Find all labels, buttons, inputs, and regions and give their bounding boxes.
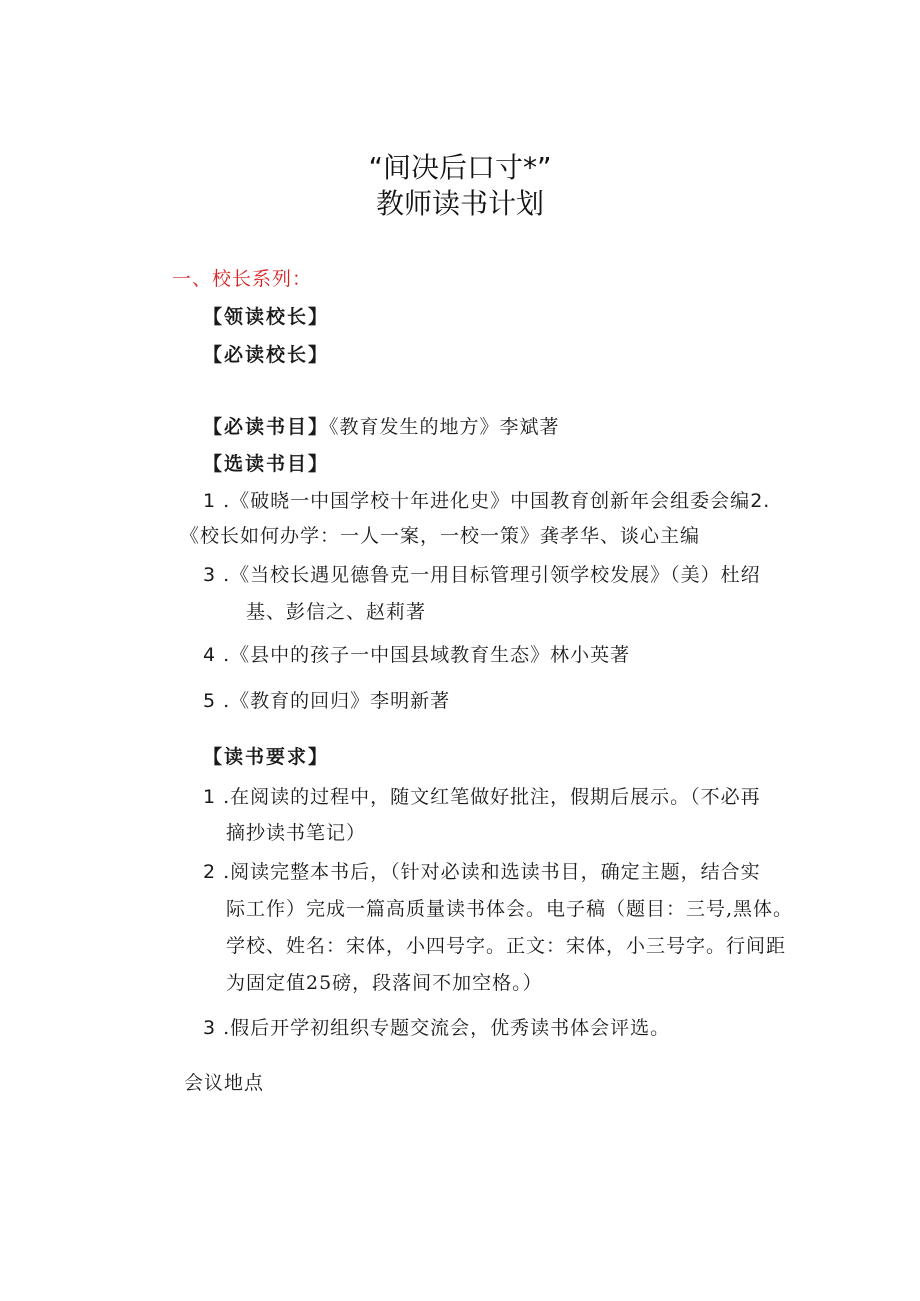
- requirement-3: [203, 1013, 670, 1040]
- book-title: .《当校长遇见德鲁克一用目标管理引领学校发展》（美）杜绍: [223, 564, 761, 586]
- list-number: 2: [203, 861, 217, 883]
- requirement-text: .阅读完整本书后，（针对必读和选读书目，确定主题，结合实: [223, 861, 761, 883]
- requirement-2-cont-1: 际工作）完成一篇高质量读书体会。电子稿（题目：三号,黑体。: [226, 898, 794, 920]
- list-number: 2.: [750, 490, 771, 512]
- requirement-2-cont-3: 为固定值25磅，段落间不加空格。）: [226, 972, 543, 994]
- requirement-1-cont: 摘抄读书笔记）: [226, 822, 367, 844]
- meeting-location: 会议地点: [184, 1072, 265, 1094]
- requirement-text: .假后开学初组织专题交流会，优秀读书体会评选。: [223, 1017, 671, 1039]
- lead-principal-label: 【领读校长】: [203, 306, 330, 328]
- book-title: .《破晓一中国学校十年进化史》中国教育创新年会组委会编: [223, 490, 751, 512]
- requirement-1: [203, 782, 761, 809]
- optional-book-1: [203, 486, 770, 513]
- list-number: 5: [203, 690, 217, 712]
- requirements-label: 【读书要求】: [203, 746, 330, 768]
- required-principal-label: 【必读校长】: [203, 344, 330, 366]
- book-title: 《校长如何办学：一人一案，一校一策》龚孝华、谈心主编: [180, 525, 701, 547]
- optional-books-label: 【选读书目】: [203, 453, 330, 475]
- page-title-line1: “间决后口寸*”: [368, 151, 552, 184]
- list-number: 3: [203, 1017, 217, 1039]
- required-books-label: 【必读书目】: [203, 416, 330, 438]
- page-title-line2: 教师读书计划: [375, 187, 544, 220]
- list-number: 1: [203, 786, 217, 808]
- optional-book-2: [180, 521, 700, 548]
- list-number: 4: [203, 644, 217, 666]
- requirement-text: .在阅读的过程中，随文红笔做好批注，假期后展示。（不必再: [223, 786, 761, 808]
- list-number: 3: [203, 564, 217, 586]
- book-title: .《县中的孩子一中国县域教育生态》林小英著: [223, 644, 631, 666]
- optional-book-5: [203, 686, 450, 713]
- section-heading: 一、校长系列：: [172, 268, 313, 290]
- required-books-line: [203, 412, 560, 439]
- optional-book-3-cont: 基、彭信之、赵莉著: [246, 601, 427, 623]
- book-title: .《教育的回归》李明新著: [223, 690, 451, 712]
- required-books-text: 《教育发生的地方》李斌著: [329, 416, 560, 438]
- optional-book-4: [203, 640, 630, 667]
- requirement-2: [203, 857, 761, 884]
- requirement-2-cont-2: 学校、姓名：宋体，小四号字。正文：宋体，小三号字。行间距: [226, 935, 787, 957]
- list-number: 1: [203, 490, 217, 512]
- optional-book-3: [203, 560, 761, 587]
